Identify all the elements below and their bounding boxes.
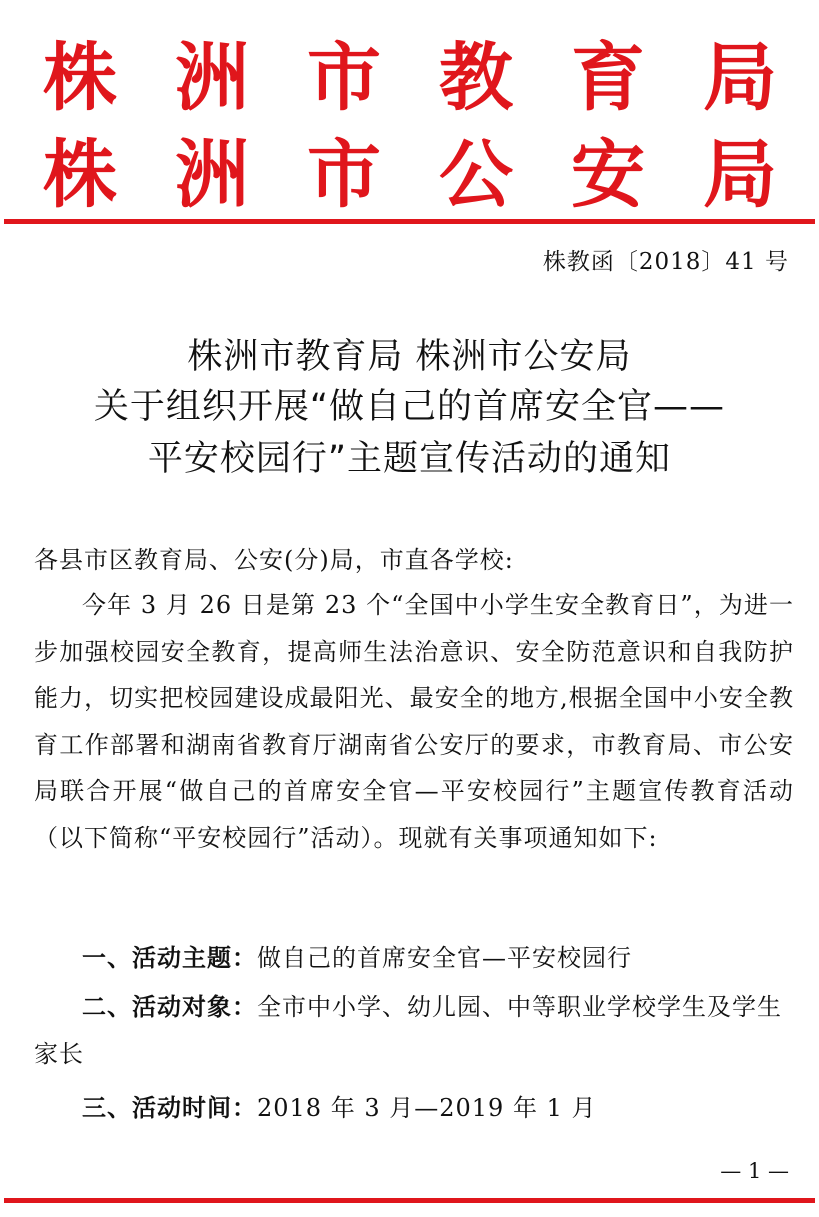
section-text: 2018 年 3 月—2019 年 1 月 (257, 1094, 597, 1122)
title-line-2: 关于组织开展“做自己的首席安全官—— (93, 387, 726, 427)
section-audience (34, 984, 794, 1077)
section-theme (34, 935, 794, 982)
salutation: 各县市区教育局、公安(分)局，市直各学校: (34, 546, 514, 574)
intro-paragraph: 今年 3 月 26 日是第 23 个“全国中小学生安全教育日”，为进一步加强校园安全教育，提高师生法治意识、安全防范意识和自我防护能力，切实把校园建设成最阳光、最安全的地方,根据全国中小安全教育工作部署和湖南省教育厅湖南省公安厅的要求，市教育局、市公安局联合开展“做自己的首席安全官—平安校园行”主题宣传教育活动（以下简称“平安校园行”活动）。现就有关事项通知如下: (34, 591, 794, 852)
issuer-line-education-bureau (40, 35, 780, 121)
page-number: — 1 — (720, 1159, 789, 1183)
header-divider (4, 219, 815, 224)
footer-divider (4, 1198, 815, 1203)
section-label: 三、活动时间： (82, 1094, 257, 1122)
issuer-char: 安 (571, 132, 645, 218)
section-text: 全市中小学、幼儿园、中等职业学校学生及学生家长 (34, 993, 782, 1068)
issuer-char: 公 (439, 132, 513, 218)
issuer-line-public-security-bureau (40, 132, 780, 218)
issuer-char: 局 (703, 132, 777, 218)
issuer-char: 局 (703, 35, 777, 121)
section-text: 做自己的首席安全官—平安校园行 (257, 944, 632, 972)
section-label: 二、活动对象： (82, 993, 257, 1021)
issuer-char: 株 (43, 35, 117, 121)
issuer-char: 教 (439, 35, 513, 121)
issuer-char: 市 (307, 132, 381, 218)
issuer-char: 育 (571, 35, 645, 121)
section-time (34, 1085, 794, 1132)
issuer-char: 株 (43, 132, 117, 218)
issuer-char: 市 (307, 35, 381, 121)
issuer-char: 洲 (175, 132, 249, 218)
section-label: 一、活动主题： (82, 944, 257, 972)
issuer-char: 洲 (175, 35, 249, 121)
title-line-1: 株洲市教育局 株洲市公安局 (187, 337, 632, 377)
title-line-3: 平安校园行”主题宣传活动的通知 (147, 439, 672, 479)
document-number: 株教函〔2018〕41 号 (542, 249, 789, 275)
